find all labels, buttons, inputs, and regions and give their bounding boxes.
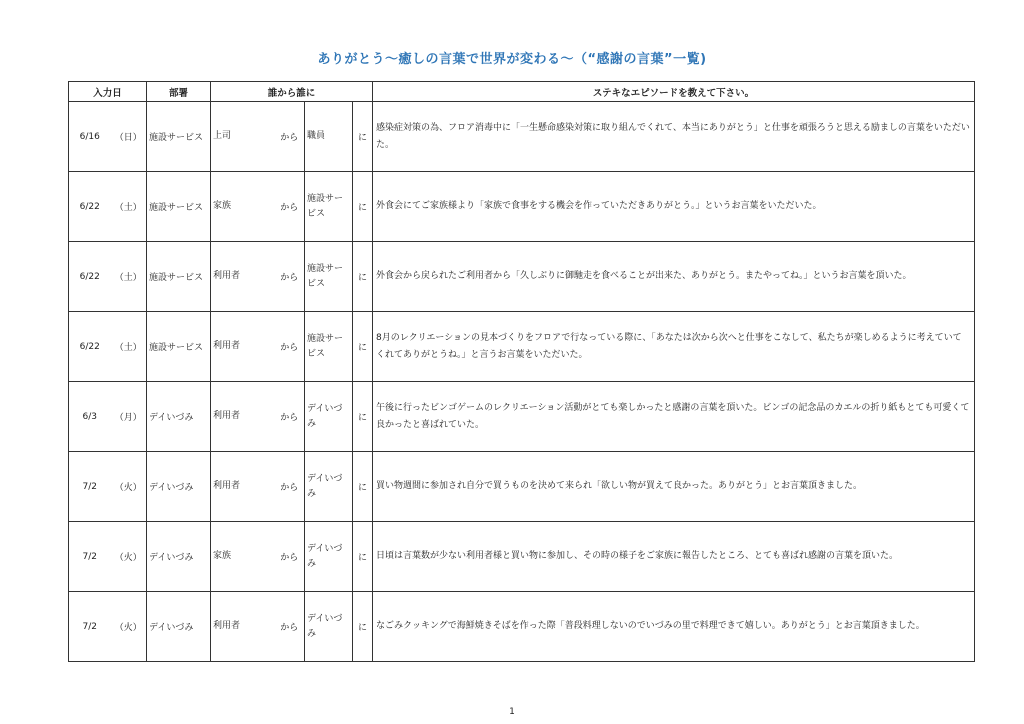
table-row — [69, 452, 975, 522]
cell-ni: に — [353, 242, 373, 312]
cell-ni: に — [353, 452, 373, 522]
cell-weekday: （日） — [111, 102, 147, 172]
table-row — [69, 312, 975, 382]
table-row — [69, 522, 975, 592]
table-row — [69, 172, 975, 242]
cell-dept: デイいづみ — [147, 592, 211, 662]
cell-ni: に — [353, 102, 373, 172]
cell-date: 7/2 — [69, 522, 111, 592]
cell-episode: 外食会から戻られたご利用者から「久しぶりに御馳走を食べることが出来た、ありがとう。またやってね。」というお言葉を頂いた。 — [373, 242, 975, 312]
cell-date: 6/16 — [69, 102, 111, 172]
cell-episode: 買い物週間に参加され自分で買うものを決めて来られ「欲しい物が買えて良かった。ありがとう」とお言葉頂きました。 — [373, 452, 975, 522]
cell-weekday: （土） — [111, 242, 147, 312]
table-row — [69, 102, 975, 172]
cell-weekday: （火） — [111, 452, 147, 522]
cell-from: 利用者 — [211, 382, 275, 452]
table-row — [69, 382, 975, 452]
cell-dept: デイいづみ — [147, 522, 211, 592]
cell-kara: から — [275, 172, 305, 242]
cell-date: 7/2 — [69, 452, 111, 522]
header-dept: 部署 — [147, 82, 211, 102]
cell-ni: に — [353, 592, 373, 662]
cell-weekday: （土） — [111, 172, 147, 242]
cell-kara: から — [275, 312, 305, 382]
table-row — [69, 592, 975, 662]
gratitude-table — [68, 81, 975, 662]
cell-kara: から — [275, 592, 305, 662]
cell-kara: から — [275, 452, 305, 522]
cell-to: 施設サービス — [305, 242, 353, 312]
cell-kara: から — [275, 102, 305, 172]
table-header-row — [69, 82, 975, 102]
cell-to: 施設サービス — [305, 172, 353, 242]
cell-dept: 施設サービス — [147, 312, 211, 382]
cell-date: 6/22 — [69, 312, 111, 382]
document-title: ありがとう〜癒しの言葉で世界が変わる〜（“感謝の言葉”一覧) — [317, 52, 707, 67]
cell-to: デイいづみ — [305, 382, 353, 452]
cell-from: 利用者 — [211, 592, 275, 662]
cell-dept: デイいづみ — [147, 452, 211, 522]
cell-from: 利用者 — [211, 312, 275, 382]
cell-dept: 施設サービス — [147, 242, 211, 312]
cell-date: 6/3 — [69, 382, 111, 452]
page-number: 1 — [509, 707, 515, 717]
cell-weekday: （土） — [111, 312, 147, 382]
header-episode: ステキなエピソードを教えて下さい。 — [373, 82, 975, 102]
cell-dept: 施設サービス — [147, 172, 211, 242]
cell-to: デイいづみ — [305, 522, 353, 592]
cell-weekday: （火） — [111, 592, 147, 662]
cell-dept: デイいづみ — [147, 382, 211, 452]
cell-kara: から — [275, 242, 305, 312]
cell-ni: に — [353, 522, 373, 592]
cell-from: 上司 — [211, 102, 275, 172]
cell-kara: から — [275, 522, 305, 592]
cell-episode: 午後に行ったビンゴゲームのレクリエーション活動がとても楽しかったと感謝の言葉を頂いた。ビンゴの記念品のカエルの折り紙もとても可愛くて良かったと喜ばれていた。 — [373, 382, 975, 452]
cell-from: 利用者 — [211, 242, 275, 312]
table-row — [69, 242, 975, 312]
cell-dept: 施設サービス — [147, 102, 211, 172]
cell-ni: に — [353, 312, 373, 382]
cell-to: 職員 — [305, 102, 353, 172]
cell-episode: 8月のレクリエーションの見本づくりをフロアで行なっている際に、「あなたは次から次へと仕事をこなして、私たちが楽しめるように考えていてくれてありがとうね。」と言うお言葉をいただいた。 — [373, 312, 975, 382]
cell-from: 家族 — [211, 522, 275, 592]
cell-from: 利用者 — [211, 452, 275, 522]
cell-ni: に — [353, 172, 373, 242]
cell-date: 6/22 — [69, 242, 111, 312]
cell-to: デイいづみ — [305, 592, 353, 662]
cell-kara: から — [275, 382, 305, 452]
cell-to: 施設サービス — [305, 312, 353, 382]
cell-episode: なごみクッキングで海鮮焼きそばを作った際「普段料理しないのでいづみの里で料理できて嬉しい。ありがとう」とお言葉頂きました。 — [373, 592, 975, 662]
header-who: 誰から誰に — [211, 82, 373, 102]
cell-weekday: （月） — [111, 382, 147, 452]
cell-episode: 外食会にてご家族様より「家族で食事をする機会を作っていただきありがとう。」というお言葉をいただいた。 — [373, 172, 975, 242]
cell-from: 家族 — [211, 172, 275, 242]
cell-date: 7/2 — [69, 592, 111, 662]
cell-date: 6/22 — [69, 172, 111, 242]
cell-episode: 日頃は言葉数が少ない利用者様と買い物に参加し、その時の様子をご家族に報告したところ、とても喜ばれ感謝の言葉を頂いた。 — [373, 522, 975, 592]
cell-ni: に — [353, 382, 373, 452]
cell-weekday: （火） — [111, 522, 147, 592]
header-date: 入力日 — [69, 82, 147, 102]
cell-to: デイいづみ — [305, 452, 353, 522]
cell-episode: 感染症対策の為、フロア消毒中に「一生懸命感染対策に取り組んでくれて、本当にありがとう」と仕事を頑張ろうと思える励ましの言葉をいただいた。 — [373, 102, 975, 172]
